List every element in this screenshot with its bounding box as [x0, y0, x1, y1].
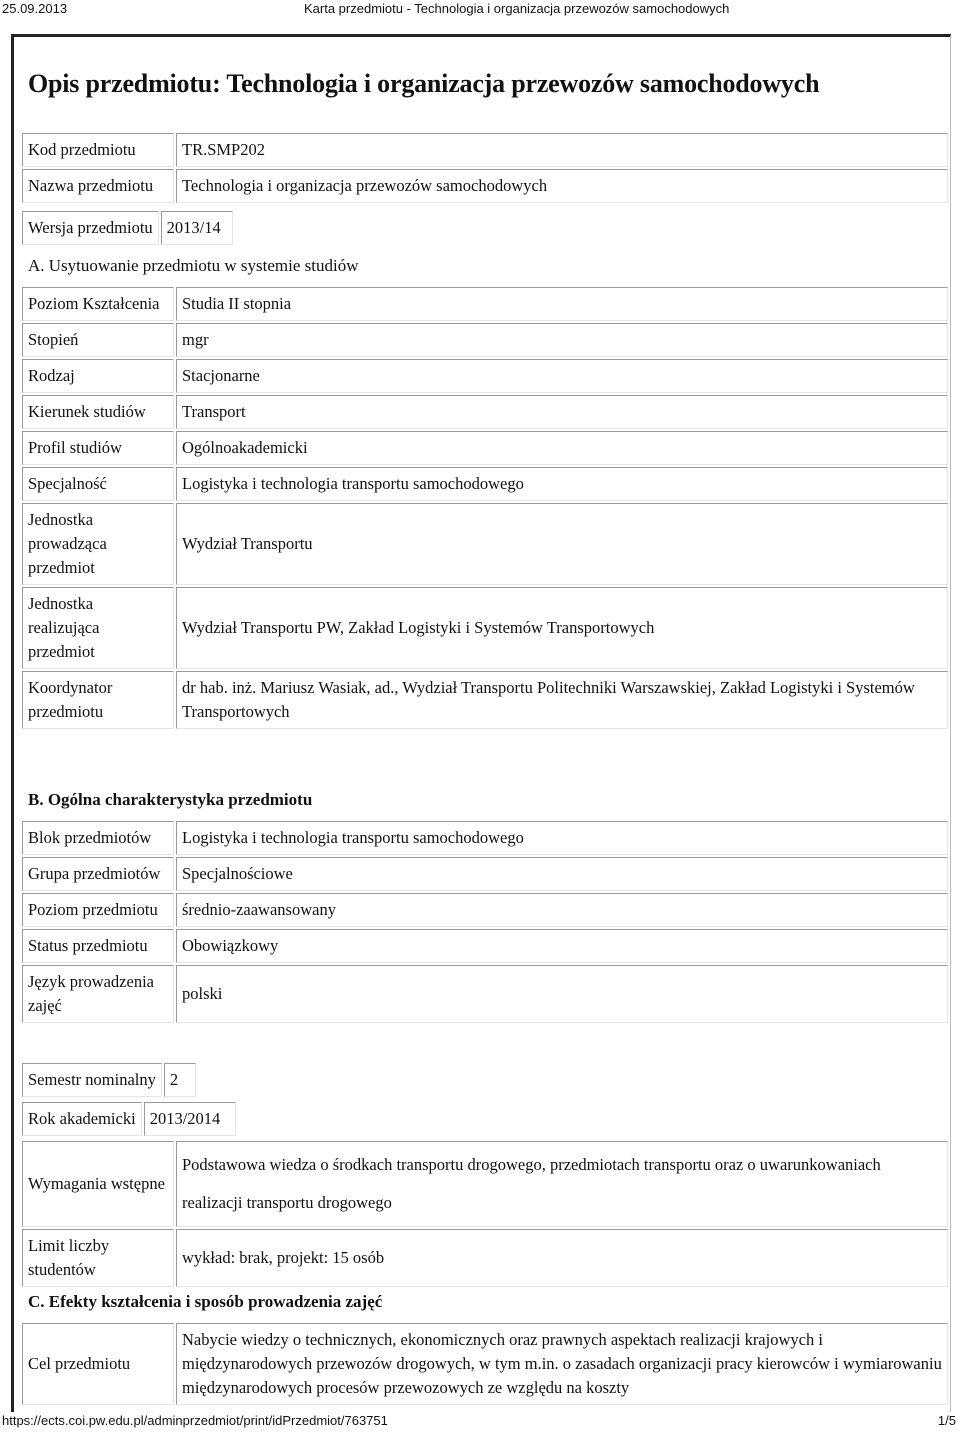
field-label: Wymagania wstępne	[22, 1141, 174, 1227]
table-row	[22, 133, 948, 167]
field-value: Podstawowa wiedza o środkach transportu drogowego, przedmiotach transportu oraz o uwarunkowaniach realizacji transportu drogowego	[176, 1141, 948, 1227]
field-label: Specjalność	[22, 467, 174, 501]
table-row	[22, 929, 948, 963]
field-value: Ogólnoakademicki	[176, 431, 948, 465]
field-label: Koordynator przedmiotu	[22, 671, 174, 729]
table-row	[22, 169, 948, 203]
field-label: Kierunek studiów	[22, 395, 174, 429]
section-a-table	[20, 285, 950, 731]
field-label: Rok akademicki	[22, 1102, 142, 1136]
table-row	[22, 287, 948, 321]
field-label: Grupa przedmiotów	[22, 857, 174, 891]
academic-year-table	[20, 1100, 238, 1138]
field-value: dr hab. inż. Mariusz Wasiak, ad., Wydział Transportu Politechniki Warszawskiej, Zakład Logistyki i Systemów Transportowych	[176, 671, 948, 729]
table-row	[22, 503, 948, 585]
requirements-table	[20, 1139, 950, 1289]
document-frame	[11, 34, 951, 1412]
field-label: Cel przedmiotu	[22, 1323, 174, 1405]
version-table	[20, 209, 235, 247]
section-a-title: A. Usytuowanie przedmiotu w systemie studiów	[28, 256, 359, 275]
page-number: 1/5	[937, 1413, 956, 1428]
field-label: Wersja przedmiotu	[22, 211, 159, 245]
field-value: Logistyka i technologia transportu samochodowego	[176, 821, 948, 855]
field-label: Limit liczby studentów	[22, 1229, 174, 1287]
table-row	[22, 467, 948, 501]
field-label: Rodzaj	[22, 359, 174, 393]
field-label: Poziom Kształcenia	[22, 287, 174, 321]
field-value: 2013/14	[161, 211, 233, 245]
field-value: Obowiązkowy	[176, 929, 948, 963]
field-value: Logistyka i technologia transportu samochodowego	[176, 467, 948, 501]
table-row	[22, 431, 948, 465]
field-label: Semestr nominalny	[22, 1063, 162, 1097]
field-value: Transport	[176, 395, 948, 429]
field-value: Technologia i organizacja przewozów samochodowych	[176, 169, 948, 203]
field-label: Język prowadzenia zajęć	[22, 965, 174, 1023]
field-value: mgr	[176, 323, 948, 357]
field-value: 2	[164, 1063, 196, 1097]
basic-info-table	[20, 131, 950, 205]
field-value: Studia II stopnia	[176, 287, 948, 321]
table-row	[22, 1323, 948, 1405]
field-value: Specjalnościowe	[176, 857, 948, 891]
print-date: 25.09.2013	[2, 1, 68, 16]
field-value: Wydział Transportu PW, Zakład Logistyki i Systemów Transportowych	[176, 587, 948, 669]
table-row	[22, 965, 948, 1023]
table-row	[22, 1102, 236, 1136]
field-label: Blok przedmiotów	[22, 821, 174, 855]
field-label: Profil studiów	[22, 431, 174, 465]
section-c-title: C. Efekty kształcenia i sposób prowadzenia zajęć	[28, 1292, 383, 1311]
table-row	[22, 587, 948, 669]
table-row	[22, 323, 948, 357]
field-value: średnio-zaawansowany	[176, 893, 948, 927]
page-title: Opis przedmiotu: Technologia i organizacja przewozów samochodowych	[28, 69, 820, 98]
table-row	[22, 211, 233, 245]
field-value: TR.SMP202	[176, 133, 948, 167]
print-header-title: Karta przedmiotu - Technologia i organizacja przewozów samochodowych	[304, 1, 730, 16]
table-row	[22, 857, 948, 891]
field-label: Jednostka prowadząca przedmiot	[22, 503, 174, 585]
field-label: Stopień	[22, 323, 174, 357]
table-row	[22, 893, 948, 927]
field-label: Jednostka realizująca przedmiot	[22, 587, 174, 669]
table-row	[22, 359, 948, 393]
section-b-table	[20, 819, 950, 1025]
semester-table	[20, 1061, 198, 1099]
field-label: Kod przedmiotu	[22, 133, 174, 167]
field-value: 2013/2014	[144, 1102, 236, 1136]
print-url: https://ects.coi.pw.edu.pl/adminprzedmiot/print/idPrzedmiot/763751	[2, 1413, 388, 1428]
section-b-title: B. Ogólna charakterystyka przedmiotu	[28, 790, 313, 809]
field-label: Nazwa przedmiotu	[22, 169, 174, 203]
section-c-table	[20, 1321, 950, 1407]
field-value: polski	[176, 965, 948, 1023]
field-value: Nabycie wiedzy o technicznych, ekonomicznych oraz prawnych aspektach realizacji krajowych i międzynarodowych przewozów drogowych, w tym m.in. o zasadach organizacji pracy kierowców i wymiarowaniu międzynarodowych procesów przewozowych ze względu na koszty	[176, 1323, 948, 1405]
field-label: Status przedmiotu	[22, 929, 174, 963]
table-row	[22, 1229, 948, 1287]
field-value: wykład: brak, projekt: 15 osób	[176, 1229, 948, 1287]
table-row	[22, 1141, 948, 1227]
field-label: Poziom przedmiotu	[22, 893, 174, 927]
field-value: Stacjonarne	[176, 359, 948, 393]
table-row	[22, 395, 948, 429]
table-row	[22, 671, 948, 729]
table-row	[22, 1063, 196, 1097]
field-value: Wydział Transportu	[176, 503, 948, 585]
table-row	[22, 821, 948, 855]
